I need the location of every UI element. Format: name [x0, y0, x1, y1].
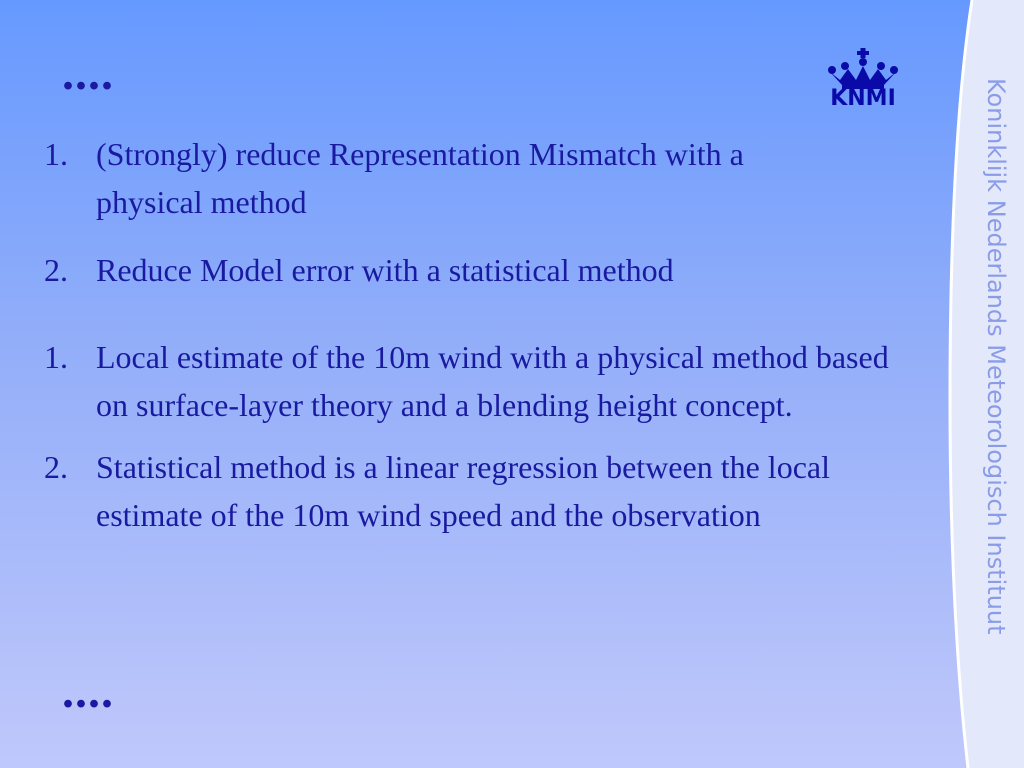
- crown-icon: [822, 48, 904, 90]
- aims-item-1: [40, 130, 820, 226]
- methods-list: [40, 333, 900, 539]
- ellipsis-bottom: ....: [62, 665, 114, 718]
- methods-item-2-number: 2.: [44, 449, 68, 485]
- methods-item-1: [40, 333, 900, 429]
- aims-item-2-number: 2.: [44, 252, 68, 288]
- ellipsis-top: ....: [62, 47, 114, 100]
- aims-item-2-text: Reduce Model error with a statistical method: [96, 252, 674, 288]
- institute-name-vertical: [978, 78, 1014, 702]
- knmi-logo-text: KNMI: [830, 86, 896, 111]
- methods-item-1-text: Local estimate of the 10m wind with a physical method based on surface-layer theory and a blending height concept.: [96, 339, 889, 423]
- methods-item-2-text: Statistical method is a linear regression between the local estimate of the 10m wind speed and the observation: [96, 449, 830, 533]
- methods-item-2: [40, 443, 900, 539]
- knmi-logo: [822, 48, 904, 118]
- aims-list: [40, 130, 820, 294]
- institute-name-text: Koninklijk Nederlands Meteorologisch Instituut: [982, 78, 1010, 635]
- aims-item-2: [40, 246, 820, 294]
- aims-item-1-number: 1.: [44, 136, 68, 172]
- aims-item-1-text: (Strongly) reduce Representation Mismatch with a physical method: [96, 136, 744, 220]
- methods-item-1-number: 1.: [44, 339, 68, 375]
